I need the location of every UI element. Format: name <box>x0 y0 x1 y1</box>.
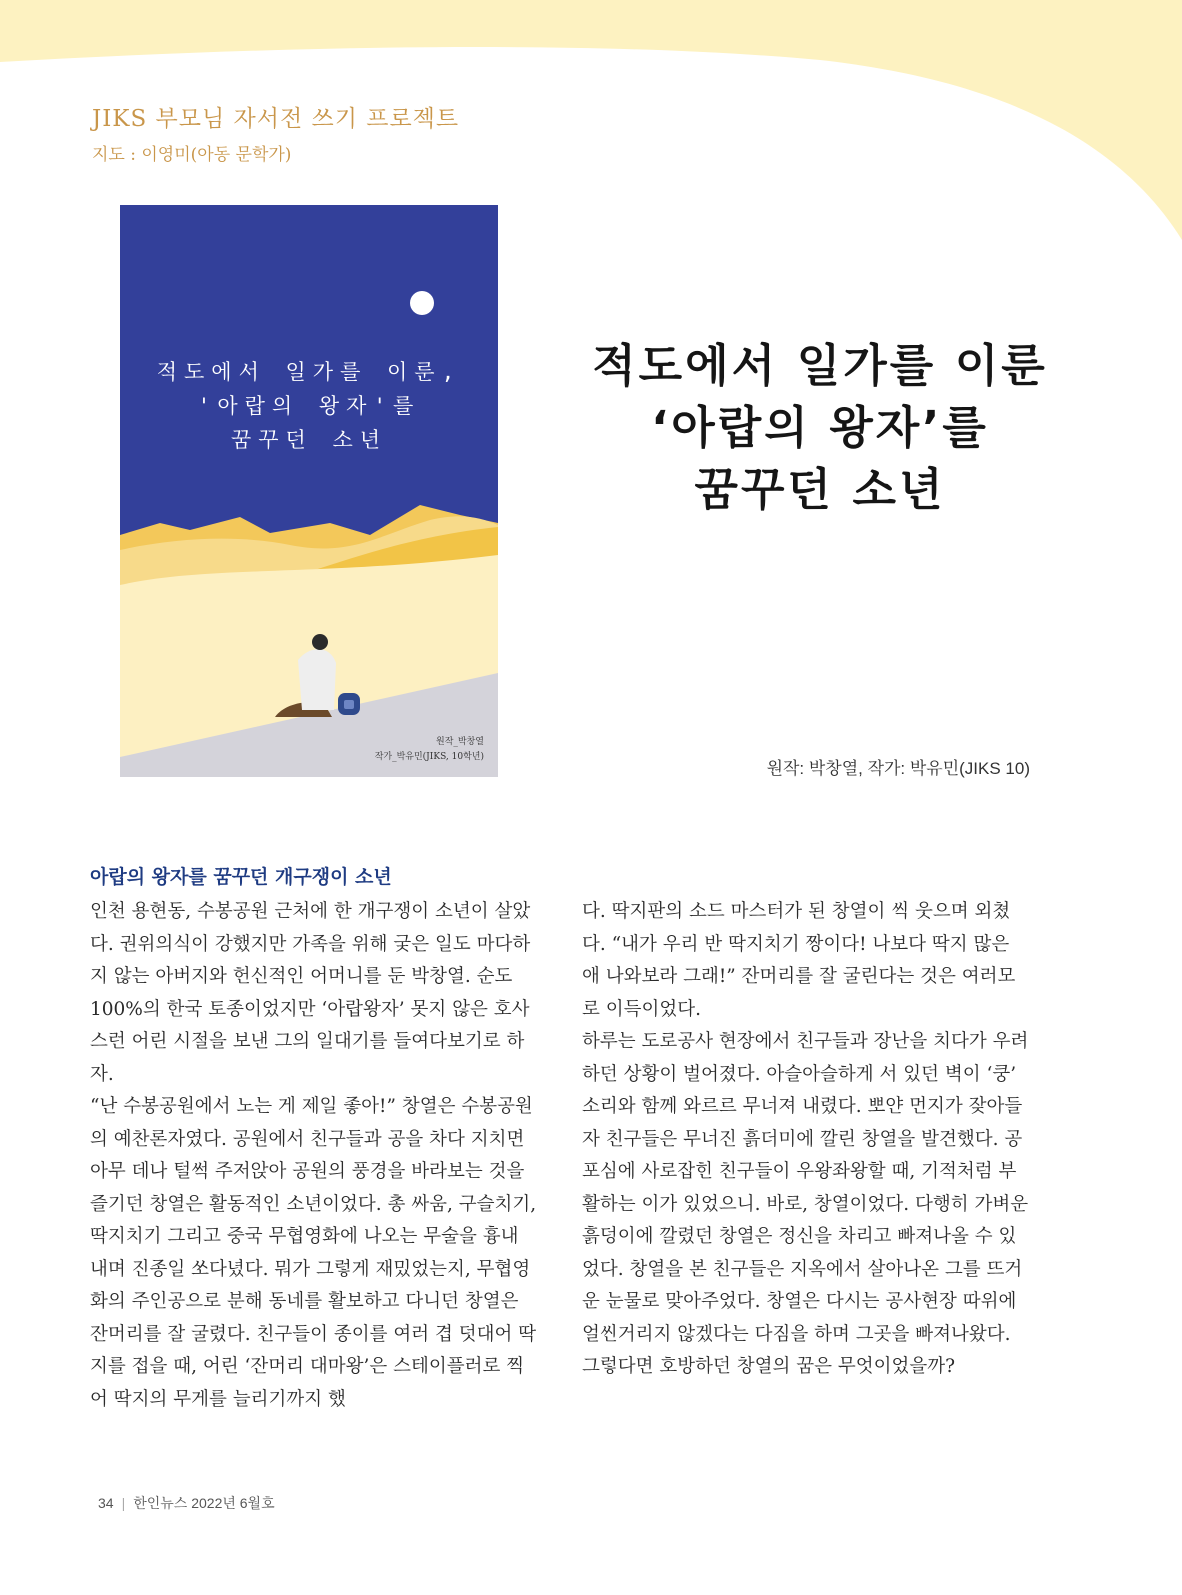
publication-name: 한인뉴스 2022년 6월호 <box>133 1495 275 1511</box>
author-credit: 원작: 박창열, 작가: 박유민(JIKS 10) <box>766 759 1030 778</box>
article-paragraph: “난 수봉공원에서 노는 게 제일 좋아!” 창열은 수봉공원의 예찬론자였다. 공원에서 친구들과 공을 차다 지치면 아무 데나 털썩 주저앉아 공원의 풍경을 바라보는 것을 즐기던 창열은 활동적인 소년이었다. 총 싸움, 구슬치기, 딱지치기 그리고 중국 무협영화에 나오는 무술을 흉내 내며 진종일 쏘다녔다. 뭐가 그렇게 재밌었는지, 무협영화의 주인공으로 분해 동네를 활보하고 다니던 창열은 잔머리를 잘 굴렸다. 친구들이 종이를 여러 겹 덧대어 딱지를 접을 때, 어린 ‘잔머리 대마왕’은 스테이플러로 찍어 딱지의 무게를 늘리기까지 했 <box>90 1096 537 1410</box>
cover-writer: 작가_박유민(JIKS, 10학년) <box>374 752 484 762</box>
article-paragraph: 하루는 도로공사 현장에서 친구들과 장난을 치다가 우려하던 상황이 벌어졌다. 아슬아슬하게 서 있던 벽이 ‘쿵’ 소리와 함께 와르르 무너져 내렸다. 뽀얀 먼지가 잦아들자 친구들은 무너진 흙더미에 깔린 창열을 발견했다. 공포심에 사로잡힌 친구들이 우왕좌왕할 때, 기적처럼 부활하는 이가 있었으니. 바로, 창열이었다. 다행히 가벼운 흙덩이에 깔렸던 창열은 정신을 차리고 빠져나올 수 있었다. 창열을 본 친구들은 지옥에서 살아나온 그를 뜨거운 눈물로 맞아주었다. 창열은 다시는 공사현장 따위에 얼씬거리지 않겠다는 다짐을 하며 그곳을 빠져나왔다. <box>582 1031 1029 1345</box>
page-footer <box>98 1493 275 1513</box>
feature-title: 적도에서 일가를 이룬 ‘아랍의 왕자’를 꿈꾸던 소년 <box>592 339 1048 516</box>
article-paragraph: 그렇다면 호방하던 창열의 꿈은 무엇이었을까? <box>582 1356 955 1377</box>
book-cover-illustration <box>120 205 498 777</box>
article-paragraph: 다. 딱지판의 소드 마스터가 된 창열이 씩 웃으며 외쳤다. “내가 우리 반 딱지치기 짱이다! 나보다 딱지 많은 애 나와보라 그래!” 잔머리를 잘 굴린다는 것은 여러모로 이득이었다. <box>582 901 1016 1020</box>
page-number: 34 <box>98 1495 114 1511</box>
article-right-column <box>582 896 1030 1384</box>
article-paragraph: 인천 용현동, 수봉공원 근처에 한 개구쟁이 소년이 살았다. 권위의식이 강했지만 가족을 위해 궂은 일도 마다하지 않는 아버지와 헌신적인 어머니를 둔 박창열. 순도 100%의 한국 토종이었지만 ‘아랍왕자’ 못지 않은 호사스런 어린 시절을 보낸 그의 일대기를 들여다보기로 하자. <box>90 901 531 1085</box>
cover-title: 적도에서 일가를 이룬, '아랍의 왕자'를 꿈꾸던 소년 <box>156 360 462 452</box>
backpack-icon <box>338 693 360 715</box>
series-advisor: 지도 : 이영미(아동 문학가) <box>92 145 292 165</box>
section-heading: 아랍의 왕자를 꿈꾸던 개구쟁이 소년 <box>90 866 392 888</box>
cover-credit <box>375 735 484 765</box>
cover-artwork <box>120 205 498 777</box>
article-left-column <box>90 896 538 1416</box>
footer-separator: | <box>121 1495 126 1511</box>
moon-icon <box>410 291 434 315</box>
cover-original-author: 원작_박창열 <box>436 737 484 747</box>
series-title: JIKS 부모님 자서전 쓰기 프로젝트 <box>92 106 460 132</box>
